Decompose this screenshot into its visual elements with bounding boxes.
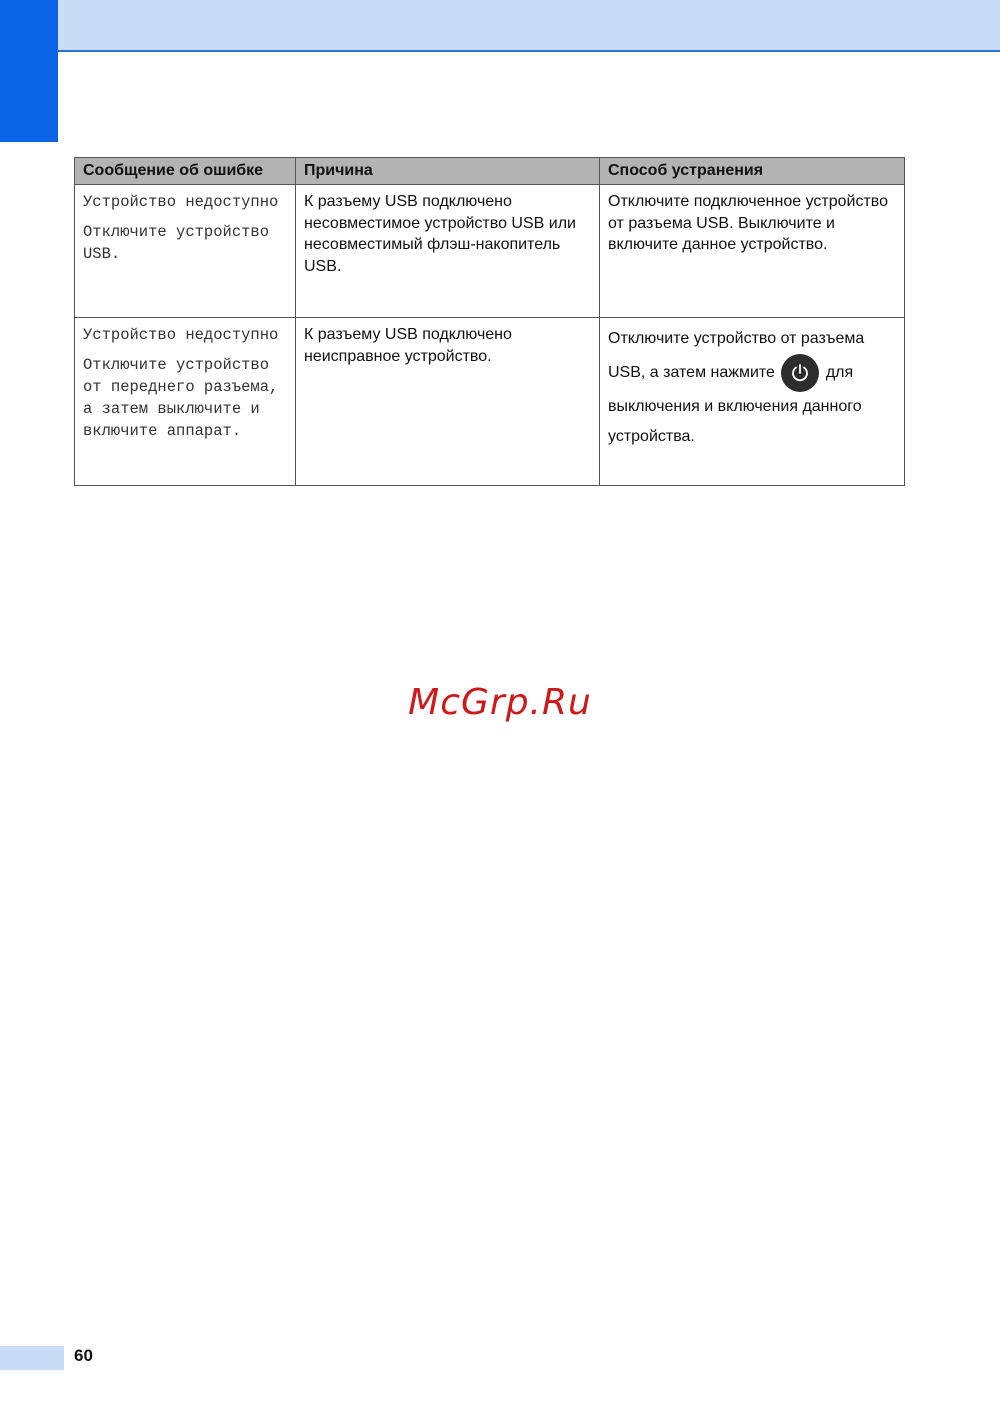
error-message-line: Отключите устройство от переднего разъема, а затем выключите и включите аппарат. [83,356,279,440]
table-row [75,318,905,486]
watermark: McGrp.Ru [408,682,592,723]
table-header-row [75,158,905,185]
power-icon [781,354,819,392]
error-message-line: Устройство недоступно [83,326,279,344]
header-band [0,0,1000,52]
error-table [74,157,905,486]
cause-text: К разъему USB подключено несовместимое устройство USB или несовместимый флэш-накопитель USB. [304,193,576,275]
chapter-side-tab [0,0,58,142]
solution-text-after: для выключения и включения данного устройства. [608,364,862,445]
cause-cell [296,318,600,486]
header-cause: Причина [296,158,600,185]
page-number-tab [0,1346,64,1370]
cause-cell [296,185,600,318]
solution-cell [600,185,905,318]
page-number: 60 [74,1346,93,1365]
solution-cell [600,318,905,486]
solution-text: Отключите подключенное устройство от разъема USB. Выключите и включите данное устройство. [608,193,888,253]
cause-text: К разъему USB подключено неисправное устройство. [304,326,512,365]
error-message-cell [75,185,296,318]
table-row [75,185,905,318]
header-solution: Способ устранения [600,158,905,185]
header-error-message: Сообщение об ошибке [75,158,296,185]
error-message-cell [75,318,296,486]
error-message-line: Устройство недоступно [83,193,279,211]
solution-text [608,324,896,452]
solution-text-before: Отключите устройство от разъема USB, а затем нажмите [608,330,865,382]
error-message-line: Отключите устройство USB. [83,223,270,263]
